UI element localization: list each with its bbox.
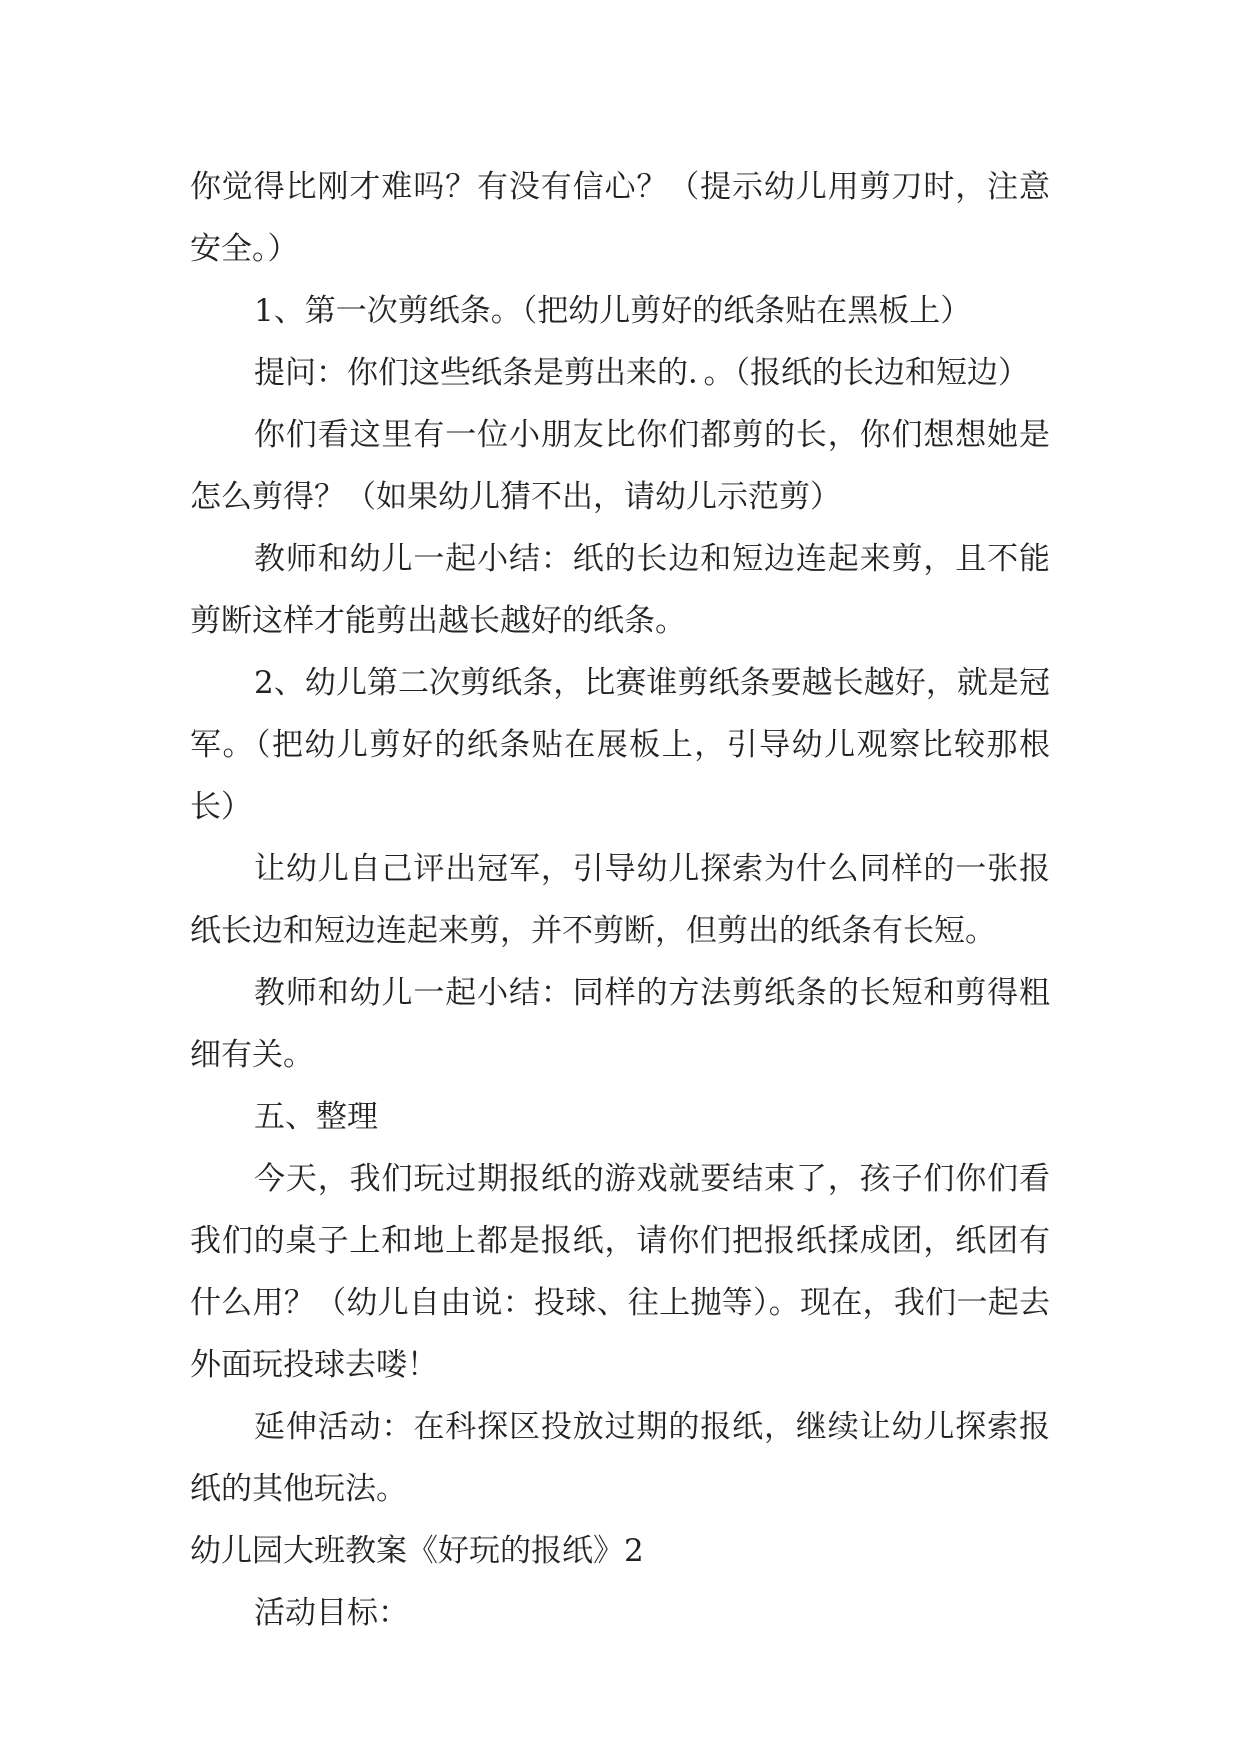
- paragraph: 今天，我们玩过期报纸的游戏就要结束了，孩子们你们看我们的桌子上和地上都是报纸，请你们把报纸揉成团，纸团有什么用？（幼儿自由说：投球、往上抛等）。现在，我们一起去外面玩投球去喽！: [190, 1161, 1050, 1383]
- paragraph: 2、幼儿第二次剪纸条，比赛谁剪纸条要越长越好，就是冠军。（把幼儿剪好的纸条贴在展板上，引导幼儿观察比较那根长）: [190, 665, 1050, 825]
- paragraph: 教师和幼儿一起小结：同样的方法剪纸条的长短和剪得粗细有关。: [190, 975, 1050, 1073]
- paragraph: 你觉得比刚才难吗？有没有信心？（提示幼儿用剪刀时，注意安全。）: [190, 169, 1050, 267]
- lesson-title: 幼儿园大班教案《好玩的报纸》2: [190, 1533, 644, 1569]
- paragraph: 延伸活动：在科探区投放过期的报纸，继续让幼儿探索报纸的其他玩法。: [190, 1409, 1050, 1507]
- section-heading: 五、整理: [254, 1099, 378, 1135]
- paragraph: 教师和幼儿一起小结：纸的长边和短边连起来剪，且不能剪断这样才能剪出越长越好的纸条。: [190, 541, 1050, 639]
- document-body: [190, 156, 1050, 1644]
- section-heading: 活动目标：: [254, 1595, 409, 1631]
- paragraph: 让幼儿自己评出冠军，引导幼儿探索为什么同样的一张报纸长边和短边连起来剪，并不剪断，但剪出的纸条有长短。: [190, 851, 1050, 949]
- paragraph: 1、第一次剪纸条。（把幼儿剪好的纸条贴在黑板上）: [254, 293, 972, 329]
- paragraph: 提问：你们这些纸条是剪出来的．。（报纸的长边和短边）: [254, 355, 1029, 391]
- paragraph: 你们看这里有一位小朋友比你们都剪的长，你们想想她是怎么剪得？（如果幼儿猜不出，请幼儿示范剪）: [190, 417, 1050, 515]
